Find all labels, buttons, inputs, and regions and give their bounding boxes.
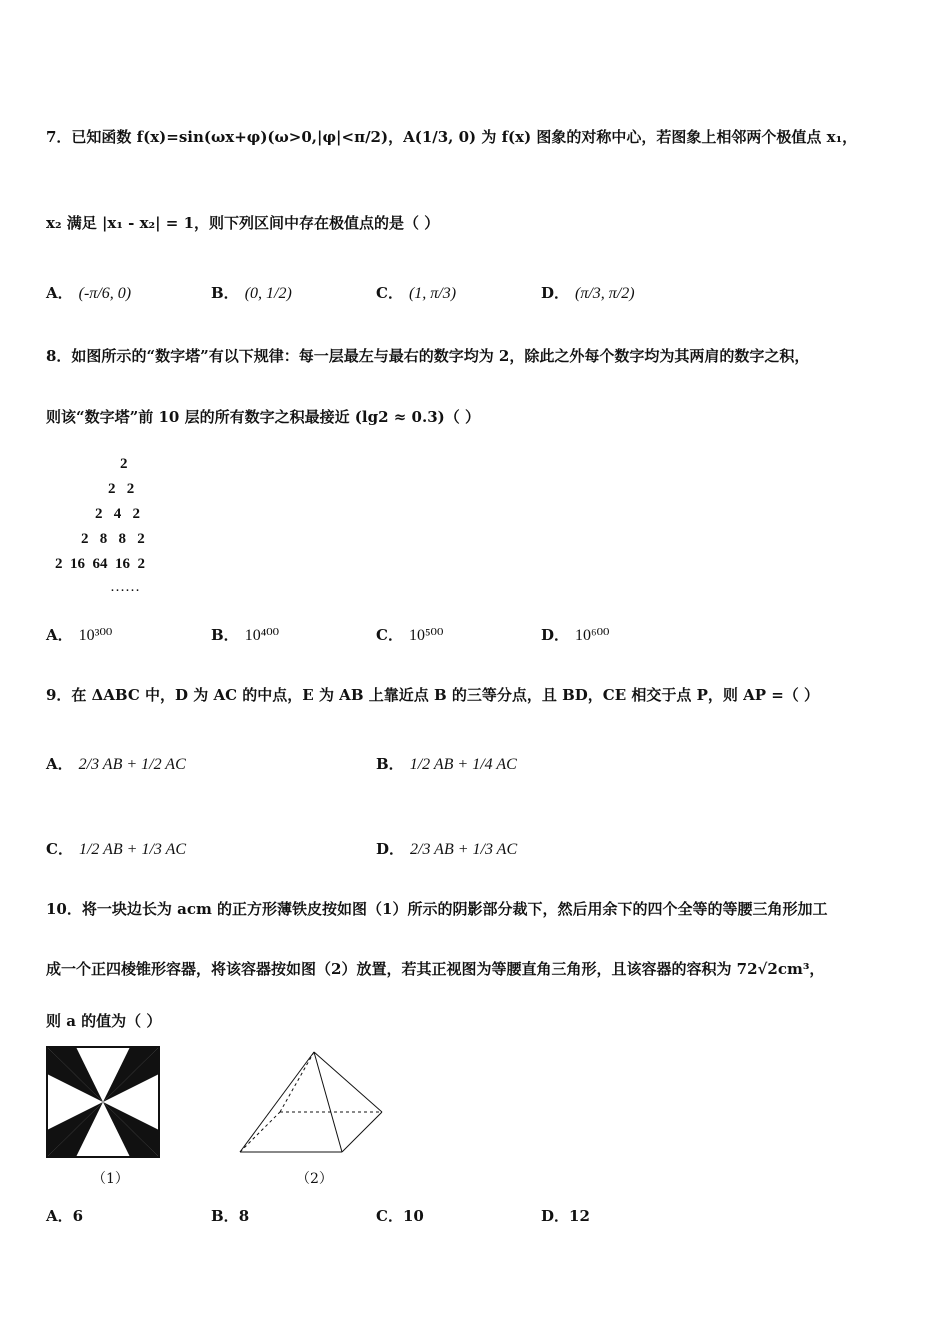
q10-line3: 则 a 的值为（ ） <box>46 1012 162 1030</box>
q9-line1: 9．在 ΔABC 中，D 为 AC 的中点，E 为 AB 上靠近点 B 的三等分点，且 BD，CE 相交于点 P，则 AP =（ ） <box>46 686 820 704</box>
q8-line1: 8．如图所示的“数字塔”有以下规律：每一层最左与最右的数字均为 2，除此之外每个数字均为其两肩的数字之积， <box>46 347 810 365</box>
q8-line2: 则该“数字塔”前 10 层的所有数字之积最接近 (lg2 ≈ 0.3)（ ） <box>46 408 480 426</box>
q9-option-d[interactable]: D． 2/3 AB + 1/3 AC <box>376 840 518 858</box>
q8-option-a[interactable]: A． 10³⁰⁰ <box>46 626 113 644</box>
q10-line1: 10．将一块边长为 acm 的正方形薄铁皮按如图（1）所示的阴影部分裁下，然后用余下的四个全等的等腰三角形加工 <box>46 900 828 918</box>
tower-row: 2 16 64 16 2 <box>55 556 145 572</box>
q8-option-c[interactable]: C． 10⁵⁰⁰ <box>376 626 444 644</box>
q7-line1: 7．已知函数 f(x)=sin(ωx+φ)(ω>0,|φ|<π/2)，A(1/3, 0) 为 f(x) 图象的对称中心，若图象上相邻两个极值点 x₁， <box>46 128 858 146</box>
figure-1-caption: （1） <box>92 1171 129 1187</box>
tower-row: 2 4 2 <box>95 506 140 522</box>
tower-row: 2 2 <box>108 481 135 497</box>
q7-option-a[interactable]: A． (-π/6, 0) <box>46 284 132 302</box>
tower-row: 2 <box>120 456 128 472</box>
q10-option-b[interactable]: B．8 <box>211 1207 250 1225</box>
q8-option-d[interactable]: D． 10⁶⁰⁰ <box>541 626 610 644</box>
q9-option-a[interactable]: A． 2/3 AB + 1/2 AC <box>46 755 186 773</box>
figure-2-caption: （2） <box>296 1171 333 1187</box>
q8-option-b[interactable]: B． 10⁴⁰⁰ <box>211 626 280 644</box>
q9-option-c[interactable]: C． 1/2 AB + 1/3 AC <box>46 840 187 858</box>
q10-option-a[interactable]: A．6 <box>46 1207 84 1225</box>
tower-row: 2 8 8 2 <box>81 531 145 547</box>
figure-2-pyramid <box>236 1046 388 1158</box>
q10-line2: 成一个正四棱锥形容器，将该容器按如图（2）放置，若其正视图为等腰直角三角形，且该容器的容积为 72√2cm³， <box>46 960 825 978</box>
q7-option-b[interactable]: B． (0, 1/2) <box>211 284 292 302</box>
figure-1-square <box>46 1046 162 1160</box>
q10-option-d[interactable]: D．12 <box>541 1207 590 1225</box>
q7-option-c[interactable]: C． (1, π/3) <box>376 284 457 302</box>
q7-line2: x₂ 满足 |x₁ - x₂| = 1，则下列区间中存在极值点的是（ ） <box>46 214 440 232</box>
q10-option-c[interactable]: C．10 <box>376 1207 424 1225</box>
tower-ellipsis: …… <box>110 579 140 595</box>
q9-option-b[interactable]: B． 1/2 AB + 1/4 AC <box>376 755 517 773</box>
q7-option-d[interactable]: D． (π/3, π/2) <box>541 284 635 302</box>
